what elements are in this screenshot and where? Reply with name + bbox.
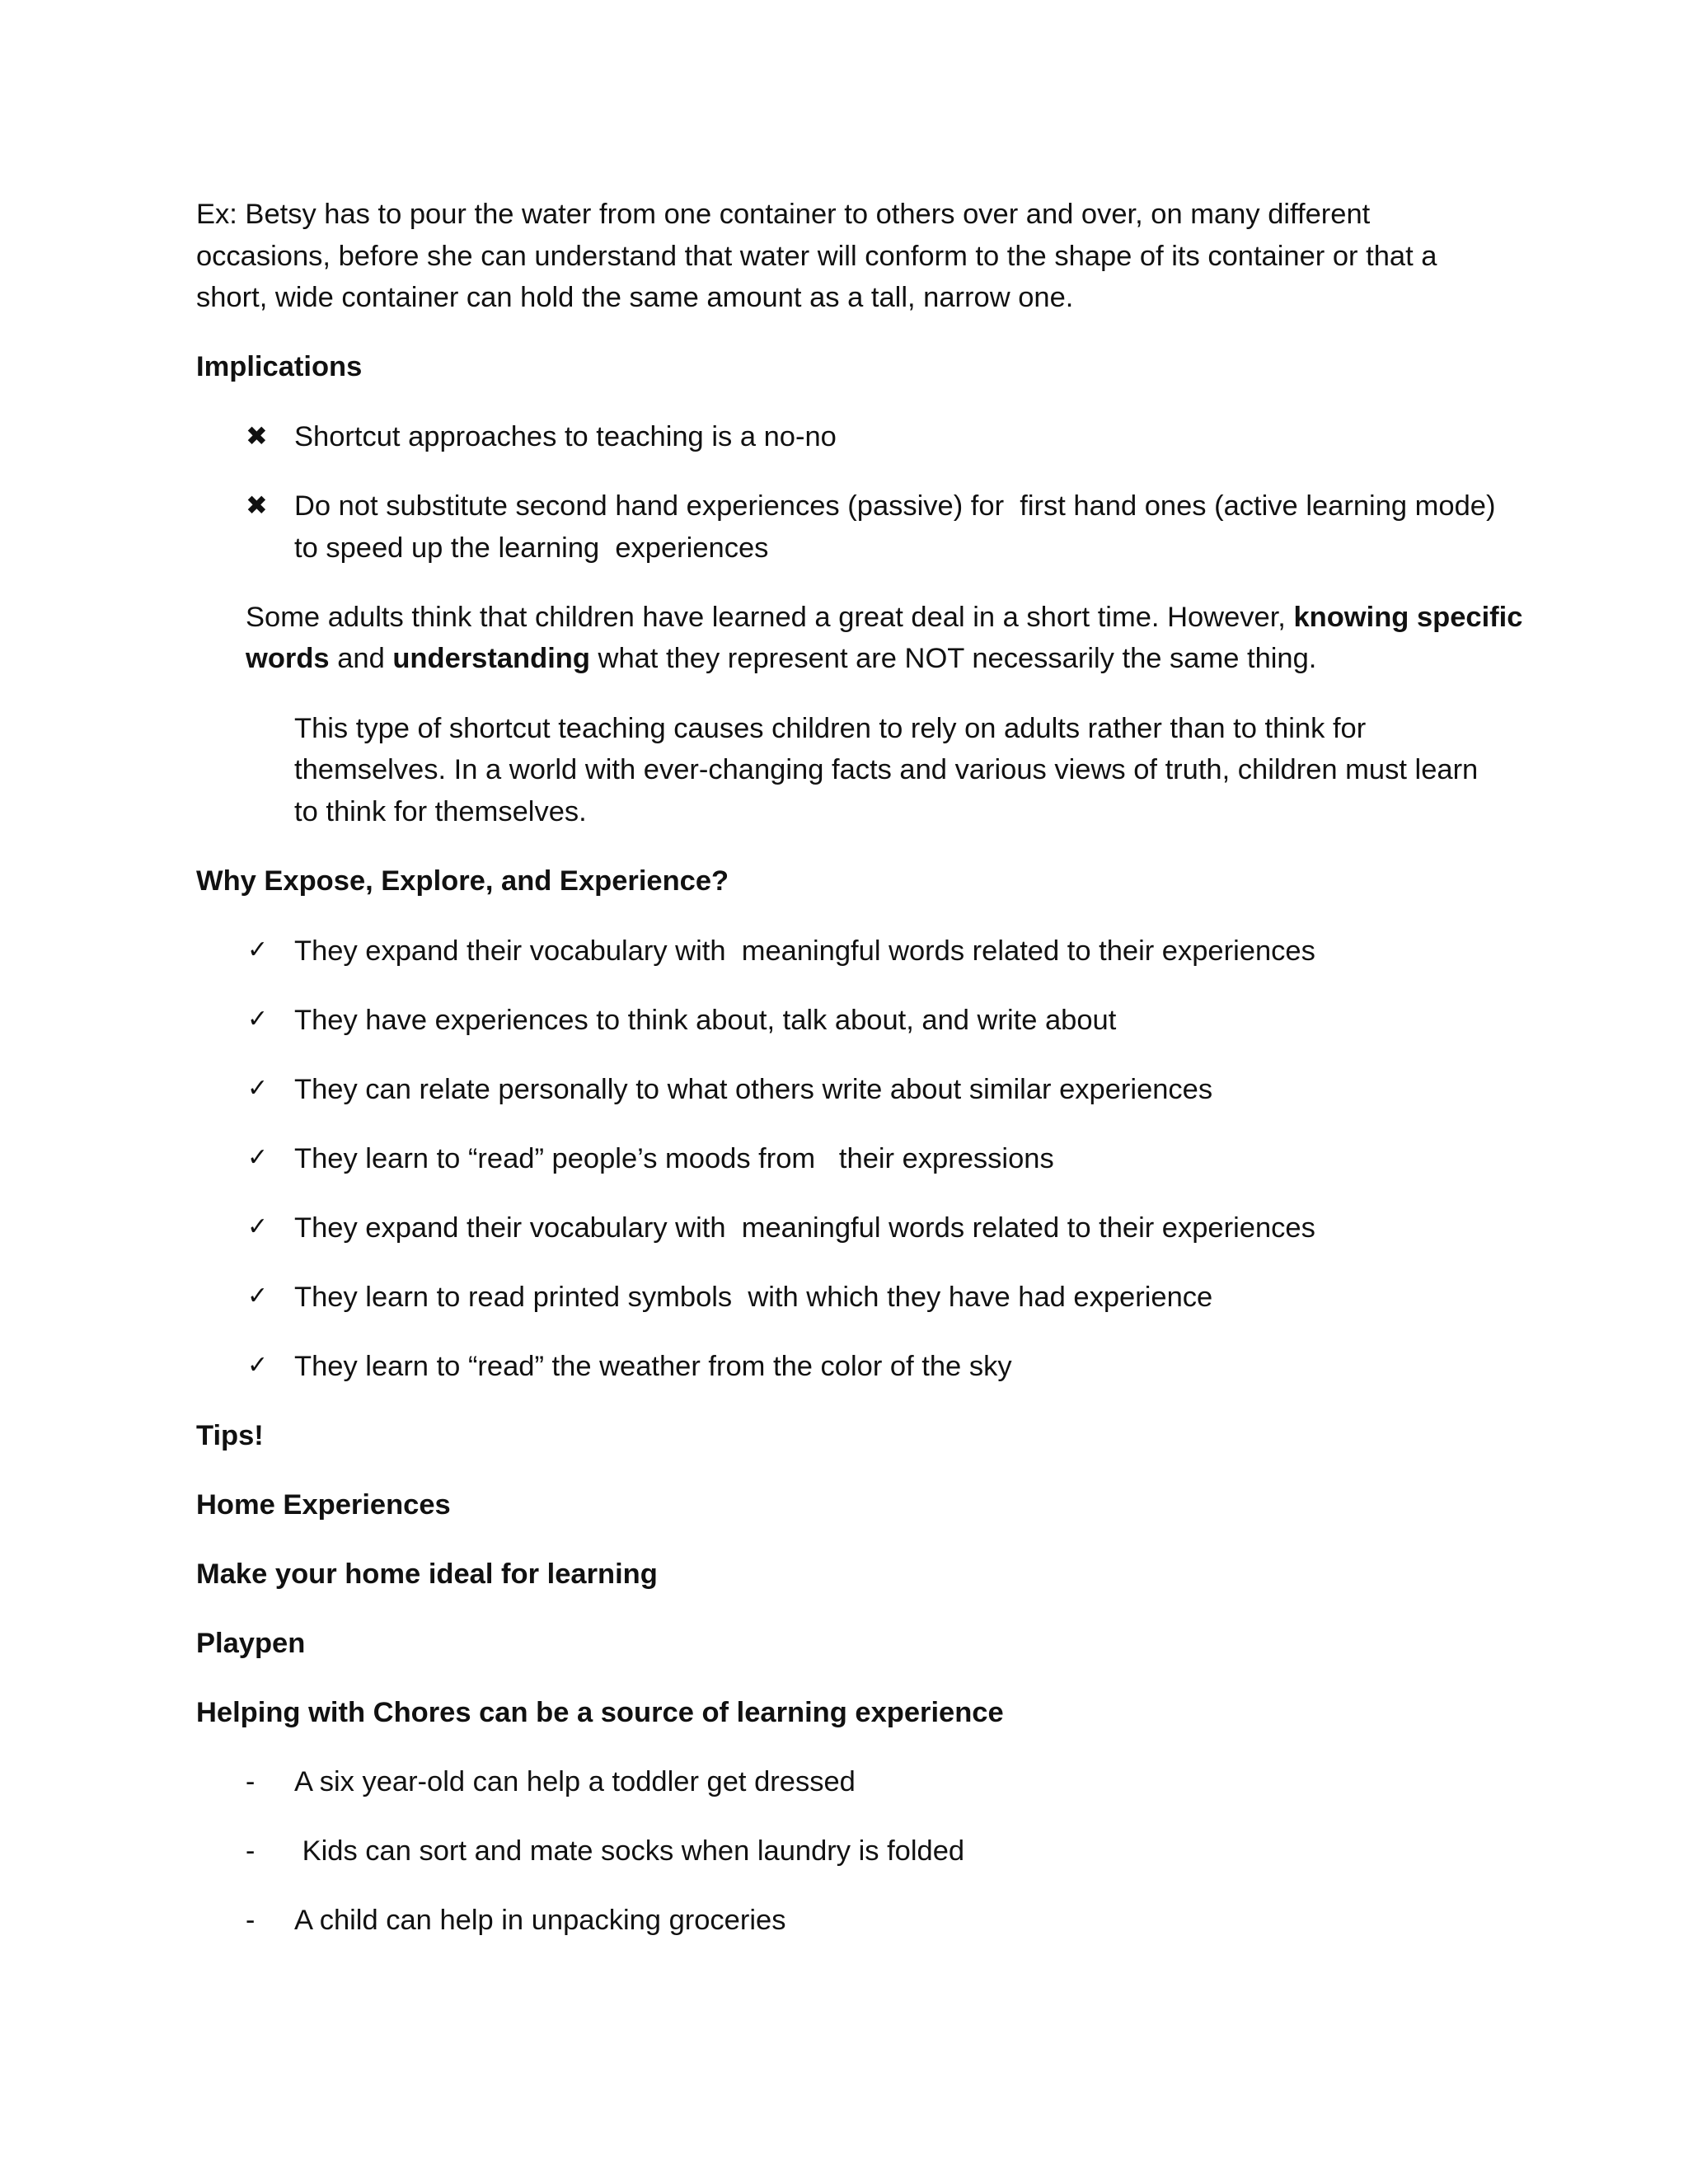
why-item-7: They learn to “read” the weather from the color of the sky — [294, 1351, 1012, 1382]
tips-heading: Tips! — [196, 1420, 264, 1451]
chores-heading: Helping with Chores can be a source of learning experience — [196, 1697, 1004, 1728]
implications-subnote-line-1: This type of shortcut teaching causes children to rely on adults rather than to think for — [294, 713, 1367, 744]
why-item-3: They can relate personally to what others write about similar experiences — [294, 1074, 1213, 1105]
checkmark-icon: ✓ — [247, 1352, 269, 1379]
intro-line-3: short, wide container can hold the same amount as a tall, narrow one. — [196, 282, 1074, 313]
implications-subnote-line-3: to think for themselves. — [294, 796, 587, 827]
checkmark-icon: ✓ — [247, 1213, 269, 1240]
implication-item-1: Shortcut approaches to teaching is a no-no — [294, 421, 837, 452]
chores-item-3: A child can help in unpacking groceries — [294, 1905, 786, 1936]
chores-item-2: Kids can sort and mate socks when laundry is folded — [294, 1835, 965, 1867]
implications-note-line-2: words and understanding what they represent are NOT necessarily the same thing. — [246, 643, 1317, 674]
intro-line-1: Ex: Betsy has to pour the water from one container to others over and over, on many different — [196, 199, 1371, 230]
why-heading: Why Expose, Explore, and Experience? — [196, 865, 729, 897]
implication-item-2-line-2: to speed up the learning experiences — [294, 532, 769, 564]
checkmark-icon: ✓ — [247, 1005, 269, 1033]
playpen-heading: Playpen — [196, 1628, 306, 1659]
dash-bullet: - — [246, 1905, 256, 1936]
intro-line-2: occasions, before she can understand that water will conform to the shape of its container or that a — [196, 241, 1437, 272]
cross-icon: ✖ — [246, 421, 268, 451]
chores-item-1: A six year-old can help a toddler get dressed — [294, 1766, 856, 1797]
home-experiences-heading: Home Experiences — [196, 1489, 451, 1521]
why-item-4: They learn to “read” people’s moods from their expressions — [294, 1143, 1054, 1174]
implications-note-line-1: Some adults think that children have learned a great deal in a short time. However, knowing specific — [246, 602, 1523, 633]
dash-bullet: - — [246, 1766, 256, 1797]
make-home-ideal-heading: Make your home ideal for learning — [196, 1558, 658, 1590]
cross-icon: ✖ — [246, 490, 268, 520]
checkmark-icon: ✓ — [247, 1282, 269, 1310]
why-item-6: They learn to read printed symbols with which they have had experience — [294, 1282, 1213, 1313]
dash-bullet: - — [246, 1835, 256, 1867]
checkmark-icon: ✓ — [247, 1075, 269, 1102]
why-item-2: They have experiences to think about, talk about, and write about — [294, 1005, 1117, 1036]
why-item-1: They expand their vocabulary with meaningful words related to their experiences — [294, 935, 1315, 967]
implications-heading: Implications — [196, 351, 363, 382]
checkmark-icon: ✓ — [247, 1144, 269, 1171]
why-item-5: They expand their vocabulary with meaningful words related to their experiences — [294, 1212, 1315, 1244]
implications-subnote-line-2: themselves. In a world with ever-changing facts and various views of truth, children must learn — [294, 754, 1479, 785]
implication-item-2-line-1: Do not substitute second hand experiences (passive) for first hand ones (active learning mode) — [294, 490, 1496, 522]
checkmark-icon: ✓ — [247, 936, 269, 963]
